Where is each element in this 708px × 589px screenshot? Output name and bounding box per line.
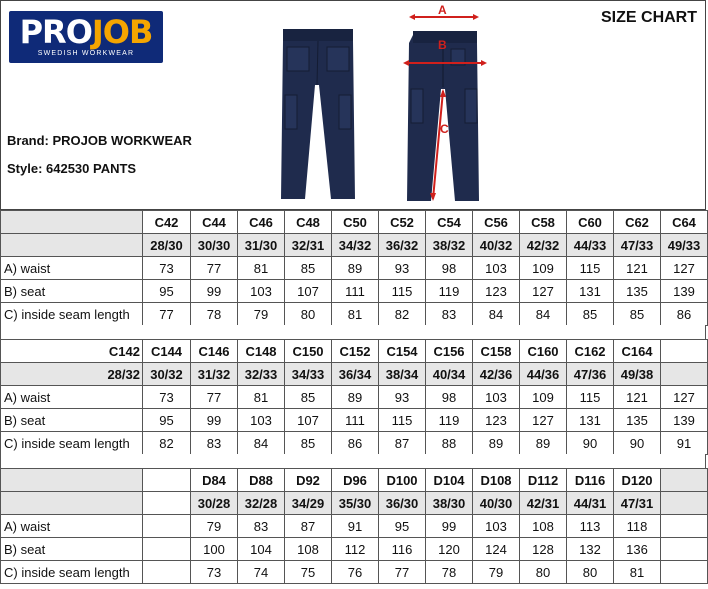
value-cell: 111 xyxy=(332,409,379,432)
value-cell: 100 xyxy=(191,538,238,561)
logo-pro: PRO xyxy=(19,13,92,51)
value-cell: 127 xyxy=(520,280,567,303)
style-label: Style: 642530 PANTS xyxy=(7,161,137,176)
value-cell: 81 xyxy=(238,257,285,280)
measurement-row-seat xyxy=(1,538,708,561)
size-cell: D100 xyxy=(379,469,426,492)
value-cell: 103 xyxy=(238,409,285,432)
size-cell: D96 xyxy=(332,469,379,492)
table-separator xyxy=(0,454,706,468)
value-cell: 88 xyxy=(426,432,473,455)
value-cell: 109 xyxy=(520,257,567,280)
row-label: A) waist xyxy=(1,386,143,409)
value-cell: 119 xyxy=(426,280,473,303)
value-cell: 81 xyxy=(614,561,661,584)
fit-cell: 35/30 xyxy=(332,492,379,515)
fit-cell: 31/32 xyxy=(191,363,238,386)
value-cell: 103 xyxy=(473,515,520,538)
size-cell: C58 xyxy=(520,211,567,234)
value-cell: 121 xyxy=(614,386,661,409)
value-cell: 74 xyxy=(238,561,285,584)
size-cell: C162 xyxy=(567,340,614,363)
size-row xyxy=(1,469,708,492)
fit-cell: 30/32 xyxy=(143,363,191,386)
value-cell: 99 xyxy=(426,515,473,538)
value-cell: 89 xyxy=(332,386,379,409)
fit-cell: 34/32 xyxy=(332,234,379,257)
value-cell: 84 xyxy=(473,303,520,326)
value-cell xyxy=(661,515,708,538)
size-table-c-long xyxy=(0,339,708,455)
measurement-row-inside-seam xyxy=(1,561,708,584)
fit-cell: 30/30 xyxy=(191,234,238,257)
size-row xyxy=(1,340,708,363)
measure-label-b: B xyxy=(438,38,447,52)
size-cell: C164 xyxy=(614,340,661,363)
size-cell: C160 xyxy=(520,340,567,363)
value-cell: 76 xyxy=(332,561,379,584)
size-cell: C50 xyxy=(332,211,379,234)
value-cell: 99 xyxy=(191,280,238,303)
value-cell: 127 xyxy=(661,257,708,280)
value-cell: 83 xyxy=(426,303,473,326)
fit-cell: 47/31 xyxy=(614,492,661,515)
size-cell: C156 xyxy=(426,340,473,363)
fit-cell: 36/34 xyxy=(332,363,379,386)
value-cell: 87 xyxy=(379,432,426,455)
value-cell: 98 xyxy=(426,386,473,409)
fit-cell: 36/32 xyxy=(379,234,426,257)
value-cell: 85 xyxy=(567,303,614,326)
size-cell: D88 xyxy=(238,469,285,492)
value-cell: 78 xyxy=(426,561,473,584)
fit-cell: 38/30 xyxy=(426,492,473,515)
fit-cell: 40/32 xyxy=(473,234,520,257)
table-separator xyxy=(0,325,706,339)
value-cell: 77 xyxy=(379,561,426,584)
size-cell: C158 xyxy=(473,340,520,363)
value-cell: 103 xyxy=(473,257,520,280)
fit-cell: 36/30 xyxy=(379,492,426,515)
value-cell: 95 xyxy=(379,515,426,538)
value-cell: 91 xyxy=(332,515,379,538)
size-row xyxy=(1,211,708,234)
size-cell: C56 xyxy=(473,211,520,234)
value-cell: 79 xyxy=(238,303,285,326)
fit-cell-empty xyxy=(661,363,708,386)
fit-cell: 40/30 xyxy=(473,492,520,515)
fit-row xyxy=(1,234,708,257)
value-cell xyxy=(143,515,191,538)
fit-cell: 30/28 xyxy=(191,492,238,515)
measurement-row-seat xyxy=(1,409,708,432)
fit-cell xyxy=(661,492,708,515)
value-cell: 128 xyxy=(520,538,567,561)
size-cell: C48 xyxy=(285,211,332,234)
fit-cell: 44/31 xyxy=(567,492,614,515)
size-cell: C46 xyxy=(238,211,285,234)
fit-row xyxy=(1,363,708,386)
value-cell: 73 xyxy=(143,257,191,280)
size-table-d xyxy=(0,468,708,584)
value-cell: 115 xyxy=(567,257,614,280)
measurement-row-seat xyxy=(1,280,708,303)
value-cell: 82 xyxy=(143,432,191,455)
value-cell: 86 xyxy=(661,303,708,326)
value-cell xyxy=(143,538,191,561)
value-cell: 135 xyxy=(614,409,661,432)
fit-cell: 38/34 xyxy=(379,363,426,386)
fit-cell: 49/33 xyxy=(661,234,708,257)
value-cell: 77 xyxy=(143,303,191,326)
fit-cell: 34/33 xyxy=(285,363,332,386)
fit-cell: 32/33 xyxy=(238,363,285,386)
fit-cell: 34/29 xyxy=(285,492,332,515)
value-cell: 113 xyxy=(567,515,614,538)
logo-job: JOB xyxy=(91,13,153,51)
value-cell xyxy=(143,561,191,584)
value-cell xyxy=(661,561,708,584)
fit-cell: 47/33 xyxy=(614,234,661,257)
value-cell: 108 xyxy=(285,538,332,561)
size-cell: C54 xyxy=(426,211,473,234)
value-cell: 80 xyxy=(285,303,332,326)
logo-subtitle: SWEDISH WORKWEAR xyxy=(37,50,135,57)
value-cell: 107 xyxy=(285,409,332,432)
size-cell: D116 xyxy=(567,469,614,492)
size-cell: D84 xyxy=(191,469,238,492)
value-cell: 90 xyxy=(567,432,614,455)
value-cell: 136 xyxy=(614,538,661,561)
value-cell: 139 xyxy=(661,409,708,432)
value-cell: 89 xyxy=(520,432,567,455)
value-cell: 79 xyxy=(473,561,520,584)
value-cell: 90 xyxy=(614,432,661,455)
value-cell: 85 xyxy=(614,303,661,326)
row-label: B) seat xyxy=(1,409,143,432)
value-cell: 87 xyxy=(285,515,332,538)
value-cell: 83 xyxy=(238,515,285,538)
value-cell: 80 xyxy=(520,561,567,584)
value-cell: 80 xyxy=(567,561,614,584)
value-cell: 85 xyxy=(285,257,332,280)
value-cell: 91 xyxy=(661,432,708,455)
measurement-row-waist xyxy=(1,515,708,538)
value-cell: 83 xyxy=(191,432,238,455)
fit-cell: 44/36 xyxy=(520,363,567,386)
row-label: C) inside seam length xyxy=(1,303,143,326)
size-chart-header xyxy=(0,0,706,210)
size-table-c-regular xyxy=(0,210,708,326)
fit-cell: 38/32 xyxy=(426,234,473,257)
value-cell: 131 xyxy=(567,280,614,303)
value-cell: 103 xyxy=(473,386,520,409)
value-cell: 85 xyxy=(285,386,332,409)
value-cell: 104 xyxy=(238,538,285,561)
value-cell: 139 xyxy=(661,280,708,303)
value-cell: 115 xyxy=(379,280,426,303)
fit-cell: 28/32 xyxy=(1,363,143,386)
value-cell: 75 xyxy=(285,561,332,584)
size-cell: C44 xyxy=(191,211,238,234)
value-cell xyxy=(661,538,708,561)
header-corner-cell xyxy=(1,469,143,492)
row-label: C) inside seam length xyxy=(1,432,143,455)
value-cell: 84 xyxy=(520,303,567,326)
value-cell: 118 xyxy=(614,515,661,538)
size-cell: C144 xyxy=(143,340,191,363)
measurement-row-waist xyxy=(1,257,708,280)
size-cell: D92 xyxy=(285,469,332,492)
value-cell: 81 xyxy=(332,303,379,326)
value-cell: 95 xyxy=(143,280,191,303)
value-cell: 89 xyxy=(332,257,379,280)
value-cell: 123 xyxy=(473,409,520,432)
fit-cell xyxy=(143,492,191,515)
value-cell: 115 xyxy=(379,409,426,432)
size-cell: C62 xyxy=(614,211,661,234)
size-cell-empty xyxy=(661,340,708,363)
value-cell: 78 xyxy=(191,303,238,326)
fit-cell: 42/32 xyxy=(520,234,567,257)
value-cell: 132 xyxy=(567,538,614,561)
measure-label-c: C xyxy=(440,122,449,136)
header-corner-cell xyxy=(1,211,143,234)
size-cell: C42 xyxy=(143,211,191,234)
size-cell: D120 xyxy=(614,469,661,492)
value-cell: 77 xyxy=(191,257,238,280)
value-cell: 131 xyxy=(567,409,614,432)
header-corner-cell xyxy=(1,234,143,257)
fit-cell: 32/31 xyxy=(285,234,332,257)
size-cell: D108 xyxy=(473,469,520,492)
size-cell xyxy=(661,469,708,492)
value-cell: 73 xyxy=(191,561,238,584)
size-cell: D104 xyxy=(426,469,473,492)
row-label: B) seat xyxy=(1,538,143,561)
size-cell: C52 xyxy=(379,211,426,234)
row-label: A) waist xyxy=(1,257,143,280)
row-label: A) waist xyxy=(1,515,143,538)
value-cell: 116 xyxy=(379,538,426,561)
value-cell: 89 xyxy=(473,432,520,455)
size-cell: D112 xyxy=(520,469,567,492)
row-label: C) inside seam length xyxy=(1,561,143,584)
value-cell: 81 xyxy=(238,386,285,409)
value-cell: 84 xyxy=(238,432,285,455)
value-cell: 98 xyxy=(426,257,473,280)
row-label: B) seat xyxy=(1,280,143,303)
size-cell: C64 xyxy=(661,211,708,234)
value-cell: 107 xyxy=(285,280,332,303)
size-cell: C146 xyxy=(191,340,238,363)
value-cell: 124 xyxy=(473,538,520,561)
value-cell: 93 xyxy=(379,386,426,409)
value-cell: 85 xyxy=(285,432,332,455)
header-corner-cell xyxy=(1,492,143,515)
fit-row xyxy=(1,492,708,515)
value-cell: 123 xyxy=(473,280,520,303)
value-cell: 82 xyxy=(379,303,426,326)
measurement-row-inside-seam xyxy=(1,303,708,326)
value-cell: 112 xyxy=(332,538,379,561)
size-cell: C152 xyxy=(332,340,379,363)
measure-label-a: A xyxy=(438,3,447,17)
value-cell: 79 xyxy=(191,515,238,538)
size-chart-title: SIZE CHART xyxy=(601,9,697,26)
value-cell: 73 xyxy=(143,386,191,409)
fit-cell: 28/30 xyxy=(143,234,191,257)
value-cell: 99 xyxy=(191,409,238,432)
size-cell: C142 xyxy=(1,340,143,363)
value-cell: 109 xyxy=(520,386,567,409)
value-cell: 120 xyxy=(426,538,473,561)
fit-cell: 44/33 xyxy=(567,234,614,257)
value-cell: 77 xyxy=(191,386,238,409)
brand-label: Brand: PROJOB WORKWEAR xyxy=(7,133,192,148)
value-cell: 127 xyxy=(661,386,708,409)
fit-cell: 40/34 xyxy=(426,363,473,386)
pants-back-view-image xyxy=(279,23,357,201)
value-cell: 95 xyxy=(143,409,191,432)
value-cell: 115 xyxy=(567,386,614,409)
value-cell: 93 xyxy=(379,257,426,280)
measurement-row-inside-seam xyxy=(1,432,708,455)
size-cell: C60 xyxy=(567,211,614,234)
value-cell: 103 xyxy=(238,280,285,303)
fit-cell: 31/30 xyxy=(238,234,285,257)
value-cell: 135 xyxy=(614,280,661,303)
value-cell: 111 xyxy=(332,280,379,303)
projob-logo xyxy=(9,11,163,63)
fit-cell: 49/38 xyxy=(614,363,661,386)
value-cell: 119 xyxy=(426,409,473,432)
fit-cell: 42/36 xyxy=(473,363,520,386)
size-cell xyxy=(143,469,191,492)
fit-cell: 42/31 xyxy=(520,492,567,515)
fit-cell: 47/36 xyxy=(567,363,614,386)
size-cell: C154 xyxy=(379,340,426,363)
value-cell: 86 xyxy=(332,432,379,455)
value-cell: 121 xyxy=(614,257,661,280)
value-cell: 127 xyxy=(520,409,567,432)
fit-cell: 32/28 xyxy=(238,492,285,515)
logo-wordmark xyxy=(9,15,163,49)
measurement-row-waist xyxy=(1,386,708,409)
size-cell: C150 xyxy=(285,340,332,363)
value-cell: 108 xyxy=(520,515,567,538)
size-cell: C148 xyxy=(238,340,285,363)
